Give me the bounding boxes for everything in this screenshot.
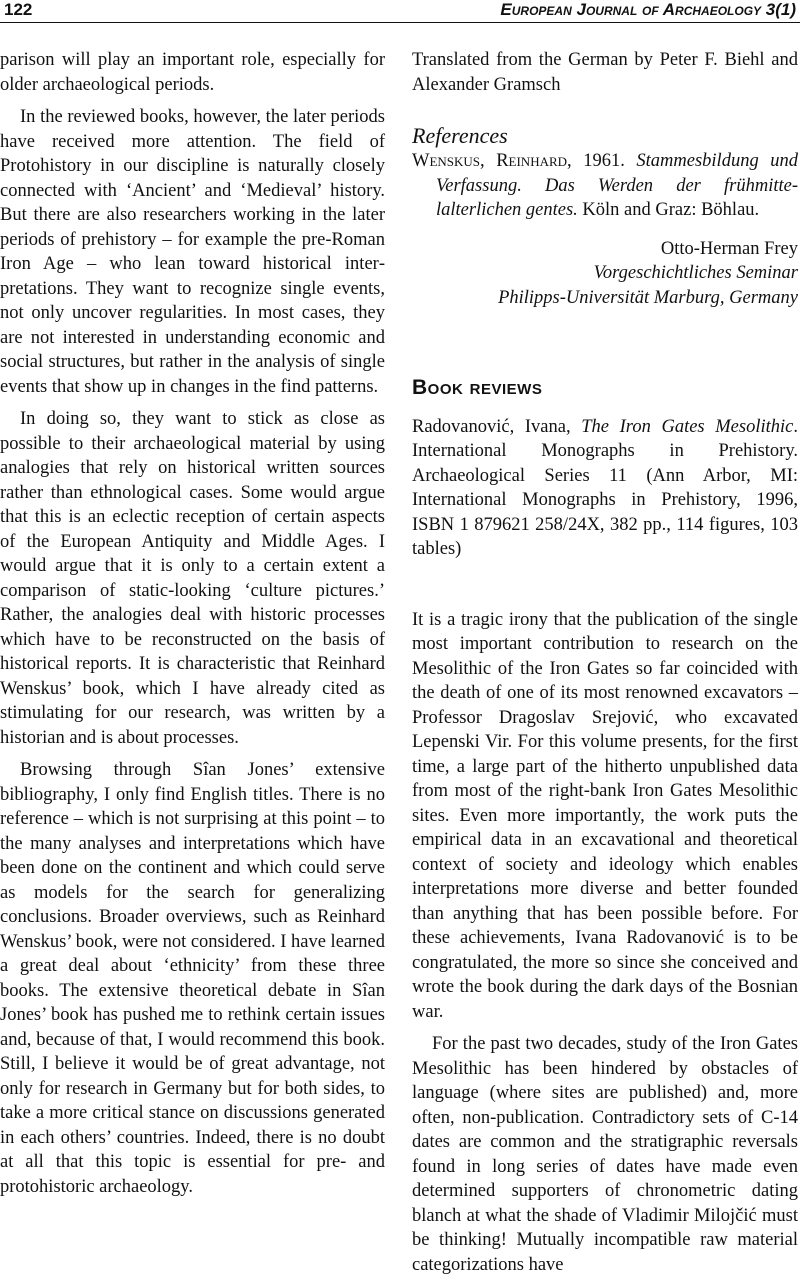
journal-title: European Journal of Archaeology 3(1) — [500, 0, 796, 19]
section-heading: Book reviews — [412, 376, 543, 399]
author-department: Vorgeschichtliches Seminar — [593, 263, 798, 283]
citation-title: The Iron Gates Mesolithic — [581, 416, 794, 437]
references-heading: References — [412, 123, 508, 148]
review-paragraph: It is a tragic irony that the publication of the single most important contribution to research on the Mesolithic of the Iron Gates so far coincided with the death of one of its most renowned excavators – Professor Dragoslav Srejović, who excavated Lepenski Vir. For this volume presents, for the first time, a large part of the hitherto unpublished data from most of the right-bank Iron Gates Mesolithic sites. Even more importantly, the work puts the empirical data in an excavational and theoretical context of society and ideology which enables interpretations more diverse and better founded than anything that has been possible before. For these achievements, Ivana Radovanović is to be congratulated, the more so since she conceived and wrote the book during the dark days of the Bosnian war. — [412, 609, 798, 1022]
reference-author: Wenskus, Reinhard — [412, 151, 568, 171]
page-number: 122 — [4, 0, 33, 19]
reference-publisher: Köln and Graz: Böhlau. — [577, 200, 760, 220]
review-paragraph: For the past two decades, study of the Iron Gates Mesolithic has been hindered by obstacles of language (where sites are published) and, more often, non-publication. Contradictory sets of C-14 dates are common and the stratigraphic reversals found in long series of dates have made even determined supporters of chronometric dating blanch at what the shade of Vladimir Milojčić must be thinking! Mutually incompatible raw material categorizations have — [412, 1034, 798, 1275]
author-institution: Philipps-Universität Marburg, Germany — [498, 287, 798, 308]
book-citation — [412, 415, 798, 562]
paragraph: Browsing through Sîan Jones’ extensive bibliography, I only find English titles. There is no reference – which is not surprising at this point – to the many analyses and interpretations which have been done on the continent and which could serve as models for the search for generalizing conclusions. Broader overviews, such as Reinhard Wenskus’ book, were not considered. I have learned a great deal about ‘ethnicity’ from these three books. The extensive theoretical debate in Sîan Jones’ book has pushed me to rethink certain issues and, because of that, I would recommend this book. Still, I believe it would be of great advantage, not only for research in Germany but for both sides, to take a more critical stance on discussions generated in each others’ countries. Indeed, there is no doubt at all that this topic is essential for pre- and protohistoric archaeology. — [0, 760, 385, 1197]
paragraph-continued: parison will play an important role, especially for older archaeological periods. — [0, 50, 385, 95]
paragraph: In doing so, they want to stick as close as possible to their archaeological material by using analogies that rely on historical written sources rather than ethnological cases. Some would argue that this is an eclectic reception of certain aspects of the European Antiquity and Middle Ages. I would argue that it is only to a certain extent a comparison of static-looking ‘culture pictures.’ Rather, the analogies deal with historic processes which have to be reconstructed on the basis of historical reports. It is characteristic that Reinhard Wenskus’ book, which I have already cited as stimulating for our research, was written by a historian and is about processes. — [0, 409, 385, 748]
author-name: Otto-Herman Frey — [660, 238, 798, 259]
reference-year: , 1961. — [567, 151, 637, 171]
translation-note: Translated from the German by Peter F. Biehl and Alexander Gramsch — [412, 50, 798, 95]
left-column — [0, 48, 385, 1199]
author-signoff — [412, 237, 798, 311]
reference-entry — [412, 149, 798, 223]
paragraph: In the reviewed books, however, the later periods have received more attention. The field of Protohistory in our discipline is naturally closely connected with ‘Ancient’ and ‘Medieval’ history. But there are also researchers working in the later periods of prehistory – for example the pre-Roman Iron Age – who lean toward historical interpretations. They want to recognize single events, not only uncover regularities. In most cases, they are not interested in understanding economic and social structures, but rather in the analysis of single events that show up in changes in the find patterns. — [0, 107, 385, 397]
citation-details: . International Monographs in Prehistory. Archaeological Series 11 (Ann Arbor, MI: International Monographs in Prehistory, 1996, ISBN 1 879621 258/24X, 382 pp., 114 figures, 103 tables) — [412, 416, 798, 559]
reference-title: Stammesbildung und Verfassung. Das Werden der frühmittelalterlichen gentes. — [436, 151, 798, 220]
citation-author: Radovanović, Ivana, — [412, 416, 582, 437]
right-column — [412, 48, 798, 1277]
running-header — [0, 0, 800, 23]
